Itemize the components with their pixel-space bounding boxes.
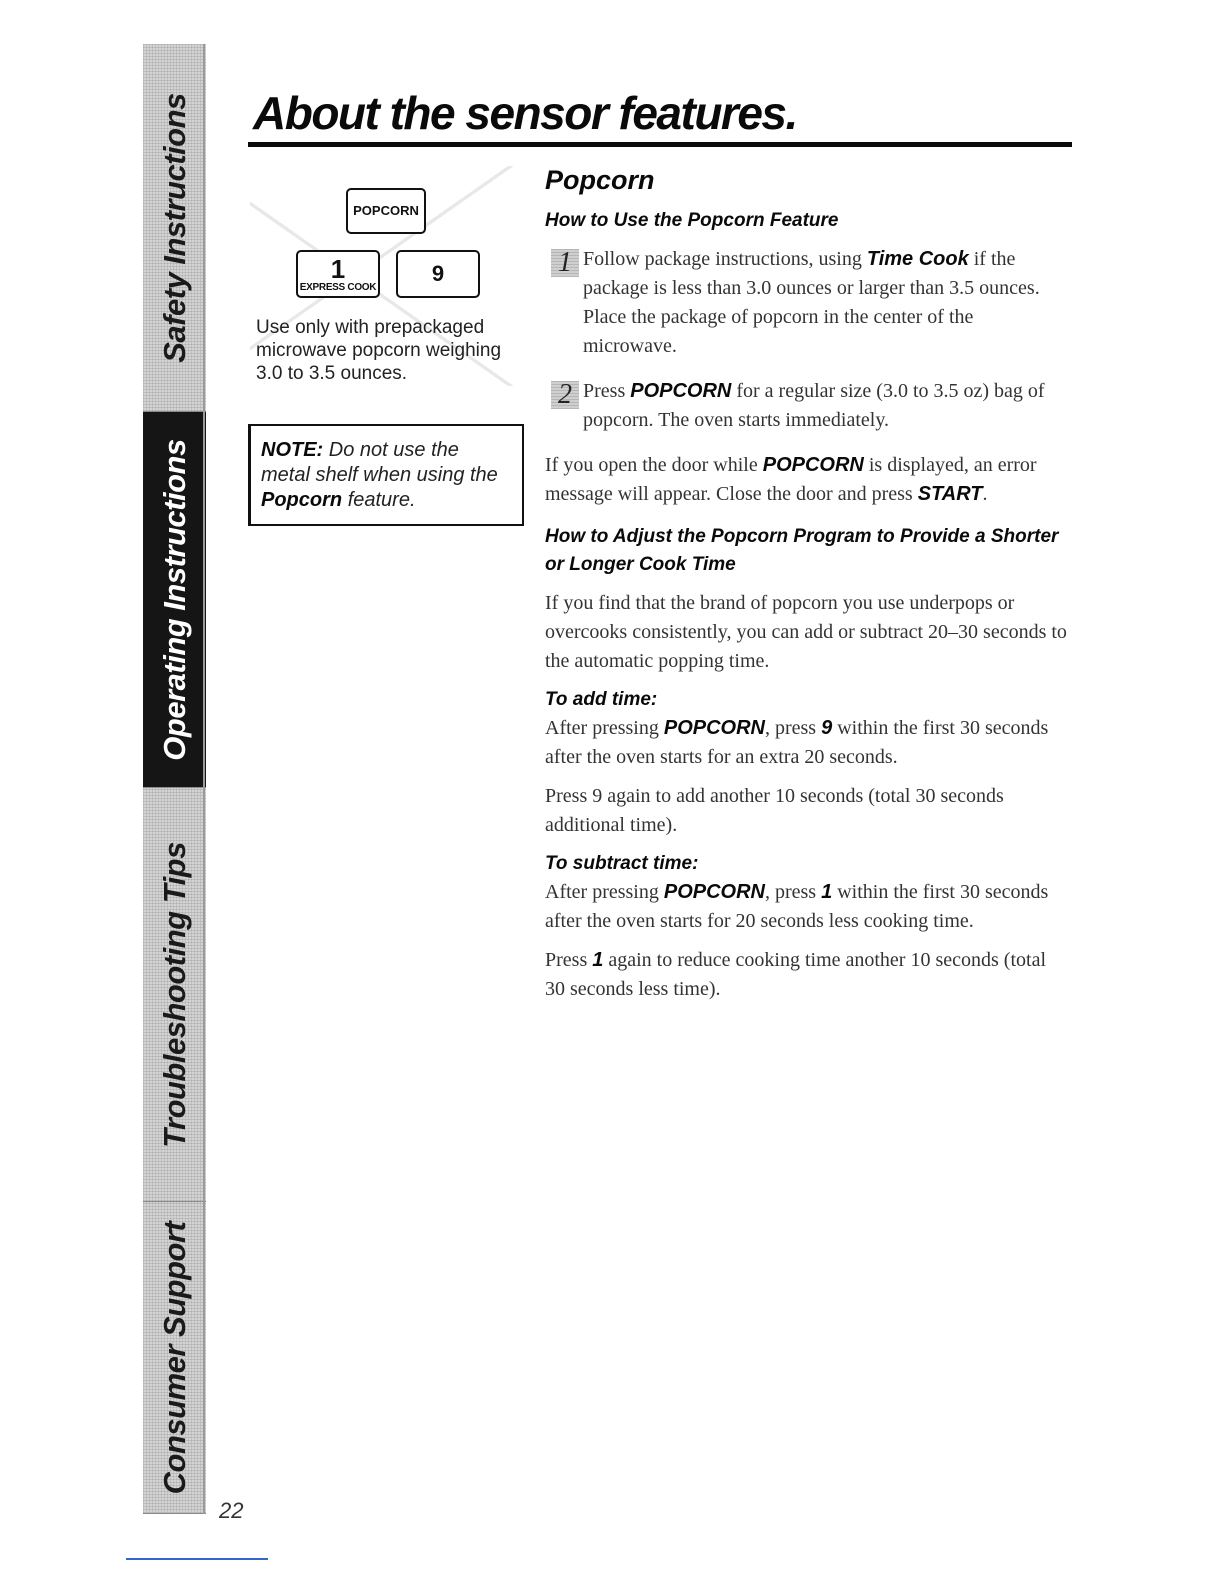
text: is displayed, an error message will appear. Close the door and press <box>545 454 1037 505</box>
tab-label: Consumer Support <box>156 1221 192 1494</box>
add-time-text <box>545 714 1070 772</box>
note-bold: Popcorn <box>261 489 343 511</box>
tab-label: Operating Instructions <box>156 438 192 761</box>
step-number-badge: 2 <box>551 381 579 409</box>
note-text-end: feature. <box>347 489 416 511</box>
text: After pressing <box>545 881 659 903</box>
subtract-time-heading: To subtract time: <box>545 853 699 874</box>
emphasis: POPCORN <box>663 881 765 903</box>
add-time-more: Press 9 again to add another 10 seconds (total 30 seconds additional time). <box>545 785 1004 836</box>
step-text <box>583 245 1070 361</box>
text: If you open the door while <box>545 454 758 476</box>
note-box <box>248 424 524 526</box>
text: Press <box>545 949 588 971</box>
step-1 <box>545 245 1070 361</box>
subtract-time-text <box>545 878 1070 936</box>
text: Press <box>583 380 626 402</box>
tab-troubleshooting-tips[interactable] <box>143 788 206 1202</box>
emphasis: 9 <box>821 717 833 739</box>
tab-operating-instructions[interactable] <box>143 412 206 788</box>
emphasis: START <box>917 483 983 505</box>
text: for a regular size (3.0 to 3.5 oz) bag of popcorn. The oven starts immediately. <box>583 380 1045 431</box>
section-heading: Popcorn <box>545 165 655 195</box>
key-9: 9 <box>396 250 480 298</box>
step-text <box>583 377 1070 435</box>
emphasis: POPCORN <box>663 717 765 739</box>
text: again to reduce cooking time another 10 seconds (total 30 seconds less time). <box>545 949 1046 1000</box>
text: , press <box>764 717 817 739</box>
emphasis: 1 <box>592 949 604 971</box>
tab-consumer-support[interactable] <box>143 1202 206 1514</box>
note-label: NOTE: <box>261 439 324 461</box>
popcorn-section <box>545 163 1070 1014</box>
footer-rule <box>126 1558 268 1560</box>
figure-caption: Use only with prepackaged microwave popcorn weighing 3.0 to 3.5 ounces. <box>256 317 502 384</box>
emphasis: Time Cook <box>866 248 969 270</box>
add-time-heading: To add time: <box>545 689 658 710</box>
page-title: About the sensor features. <box>253 87 797 139</box>
control-panel-illustration <box>250 166 522 386</box>
text: , press <box>764 881 817 903</box>
door-note <box>545 451 1070 509</box>
text: After pressing <box>545 717 659 739</box>
adjust-heading: How to Adjust the Popcorn Program to Provide a Shorter or Longer Cook Time <box>545 526 1059 575</box>
adjust-text: If you find that the brand of popcorn you use underpops or overcooks consistently, you can add or subtract 20–30 seconds to the automatic popping time. <box>545 592 1067 672</box>
text: . <box>982 483 988 505</box>
subtract-time-more <box>545 946 1070 1004</box>
express-cook-1-key <box>296 250 380 298</box>
text: within the first 30 seconds after the oven starts for an extra 20 seconds. <box>545 717 1049 768</box>
text: within the first 30 seconds after the oven starts for 20 seconds less cooking time. <box>545 881 1049 932</box>
side-tab-strip <box>143 44 206 1514</box>
tab-strip-edge <box>203 44 205 1514</box>
tab-safety-instructions[interactable] <box>143 44 206 412</box>
popcorn-key: POPCORN <box>346 188 426 234</box>
title-rule <box>248 142 1072 147</box>
emphasis: POPCORN <box>630 380 732 402</box>
text: Follow package instructions, using <box>583 248 862 270</box>
key-sublabel: EXPRESS COOK <box>299 282 377 293</box>
tab-label: Troubleshooting Tips <box>156 841 192 1148</box>
step-number-badge: 1 <box>551 249 579 277</box>
page-number: 22 <box>219 1498 244 1523</box>
how-to-heading: How to Use the Popcorn Feature <box>545 210 839 231</box>
step-2 <box>545 377 1070 435</box>
emphasis: POPCORN <box>762 454 864 476</box>
text: if the package is less than 3.0 ounces or larger than 3.5 ounces. Place the package of popcorn in the center of the microwave. <box>583 248 1040 357</box>
note-text: Do not use the metal shelf when using the <box>261 439 498 486</box>
key-number: 1 <box>330 254 346 284</box>
emphasis: 1 <box>821 881 833 903</box>
tab-label: Safety Instructions <box>156 92 192 363</box>
